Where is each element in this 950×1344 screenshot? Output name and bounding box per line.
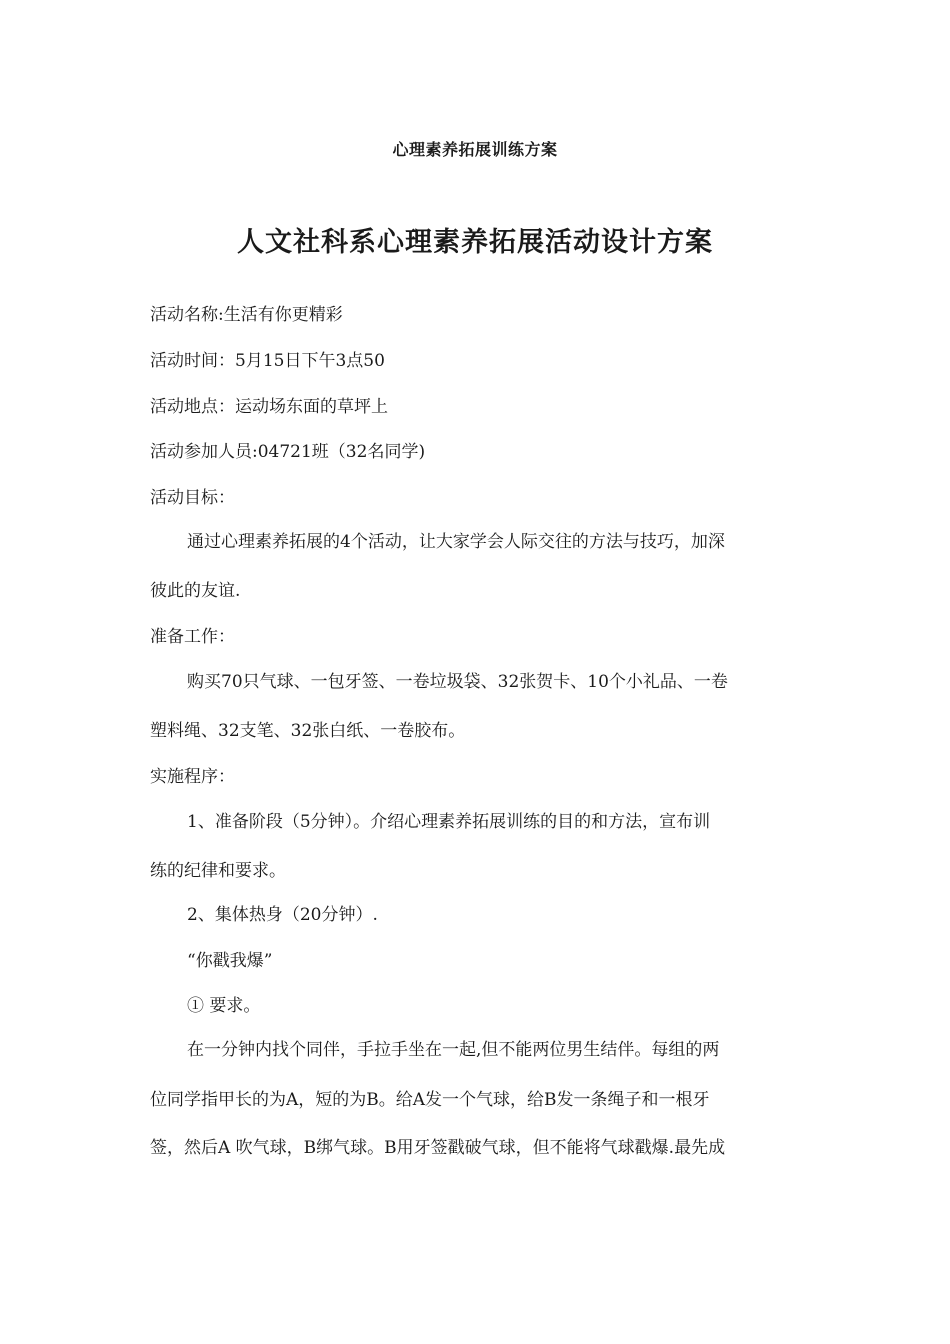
activity-location: 活动地点：运动场东面的草坪上 [150, 397, 388, 417]
paragraph-line: 练的纪律和要求。 [150, 861, 286, 881]
activity-name: 活动名称:生活有你更精彩 [150, 305, 343, 325]
paragraph-line: 位同学指甲长的为A，短的为B。给A发一个气球，给B发一条绳子和一根牙 [150, 1090, 710, 1110]
paragraph-line: 1、准备阶段（5分钟）。介绍心理素养拓展训练的目的和方法，宣布训 [187, 812, 711, 832]
subheading-requirements: ① 要求。 [187, 996, 261, 1016]
paragraph-line: 签，然后A 吹气球，B绑气球。B用牙签戳破气球，但不能将气球戳爆.最先成 [150, 1138, 726, 1158]
paragraph-line: 购买70只气球、一包牙签、一卷垃圾袋、32张贺卡、10个小礼品、一卷 [187, 672, 728, 692]
paragraph-line: 2、集体热身（20分钟）. [187, 905, 378, 925]
activity-participants: 活动参加人员:04721班（32名同学) [150, 442, 426, 462]
paragraph-line: 通过心理素养拓展的4个活动，让大家学会人际交往的方法与技巧，加深 [187, 532, 725, 552]
paragraph-line: 塑料绳、32支笔、32张白纸、一卷胶布。 [150, 721, 466, 741]
section-heading-preparation: 准备工作： [150, 627, 235, 647]
paragraph-line: 彼此的友谊. [150, 581, 241, 601]
game-title: “你戳我爆” [187, 951, 273, 971]
header-title: 心理素养拓展训练方案 [392, 140, 558, 159]
section-heading-procedure: 实施程序： [150, 767, 235, 787]
section-heading-goal: 活动目标： [150, 488, 235, 508]
paragraph-line: 在一分钟内找个同伴，手拉手坐在一起,但不能两位男生结伴。每组的两 [187, 1040, 720, 1060]
activity-time: 活动时间：5月15日下午3点50 [150, 351, 385, 371]
document-title: 人文社科系心理素养拓展活动设计方案 [237, 227, 713, 258]
